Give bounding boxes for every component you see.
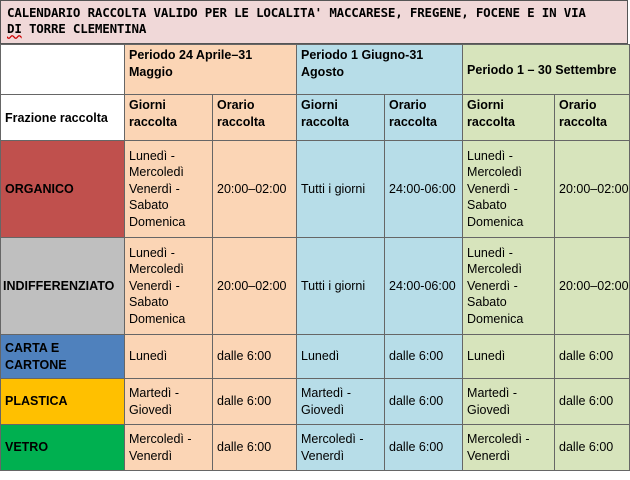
orario-cell: dalle 6:00	[213, 425, 297, 471]
blank-corner-cell	[1, 45, 125, 95]
row-label-organico: ORGANICO	[1, 141, 125, 238]
subheader-giorni-1: Giorni raccolta	[125, 95, 213, 141]
table-row-indifferenziato	[1, 238, 630, 335]
subheader-giorni-3: Giorni raccolta	[463, 95, 555, 141]
document-title	[0, 0, 628, 44]
row-label-carta-cartone: CARTA E CARTONE	[1, 335, 125, 379]
title-line-2-rest: TORRE CLEMENTINA	[21, 21, 147, 36]
period-header-1: Periodo 24 Aprile–31 Maggio	[125, 45, 297, 95]
title-line-2	[7, 21, 621, 37]
orario-cell: dalle 6:00	[213, 335, 297, 379]
orario-cell: 20:00–02:00	[213, 141, 297, 238]
giorni-cell: Martedì - Giovedì	[297, 379, 385, 425]
period-header-row	[1, 45, 630, 95]
title-line-1: CALENDARIO RACCOLTA VALIDO PER LE LOCALITA' MACCARESE, FREGENE, FOCENE E IN VIA	[7, 5, 586, 20]
table-row-vetro	[1, 425, 630, 471]
giorni-cell: Lunedì	[125, 335, 213, 379]
table-row-organico	[1, 141, 630, 238]
giorni-cell: Lunedì	[297, 335, 385, 379]
giorni-cell: Tutti i giorni	[297, 238, 385, 335]
row-label-vetro: VETRO	[1, 425, 125, 471]
giorni-cell: Mercoledì - Venerdì	[297, 425, 385, 471]
orario-cell: dalle 6:00	[555, 425, 630, 471]
period-header-3: Periodo 1 – 30 Settembre	[463, 45, 630, 95]
subheader-frazione: Frazione raccolta	[1, 95, 125, 141]
orario-cell: dalle 6:00	[555, 379, 630, 425]
giorni-cell: Lunedì - Mercoledì Venerdì - Sabato Domenica	[463, 238, 555, 335]
row-label-indifferenziato: INDIFFERENZIATO	[1, 238, 125, 335]
orario-cell: dalle 6:00	[385, 335, 463, 379]
giorni-cell: Martedì - Giovedì	[125, 379, 213, 425]
orario-cell: 20:00–02:00	[213, 238, 297, 335]
orario-cell: dalle 6:00	[555, 335, 630, 379]
orario-cell: dalle 6:00	[213, 379, 297, 425]
giorni-cell: Lunedì - Mercoledì Venerdì - Sabato Domenica	[463, 141, 555, 238]
subheader-orario-1: Orario raccolta	[213, 95, 297, 141]
giorni-cell: Lunedì - Mercoledì Venerdì - Sabato Domenica	[125, 141, 213, 238]
giorni-cell: Martedì - Giovedì	[463, 379, 555, 425]
giorni-cell: Mercoledì - Venerdì	[463, 425, 555, 471]
row-label-plastica: PLASTICA	[1, 379, 125, 425]
orario-cell: 20:00–02:00	[555, 238, 630, 335]
orario-cell: dalle 6:00	[385, 379, 463, 425]
orario-cell: 24:00-06:00	[385, 141, 463, 238]
orario-cell: 24:00-06:00	[385, 238, 463, 335]
orario-cell: 20:00–02:00	[555, 141, 630, 238]
table-row-plastica	[1, 379, 630, 425]
orario-cell: dalle 6:00	[385, 425, 463, 471]
collection-schedule-table	[0, 44, 630, 471]
subheader-row	[1, 95, 630, 141]
period-header-2: Periodo 1 Giugno-31 Agosto	[297, 45, 463, 95]
title-underlined-word: DI	[7, 21, 22, 36]
subheader-orario-3: Orario raccolta	[555, 95, 630, 141]
table-row-carta	[1, 335, 630, 379]
giorni-cell: Mercoledì - Venerdì	[125, 425, 213, 471]
giorni-cell: Lunedì - Mercoledì Venerdì - Sabato Domenica	[125, 238, 213, 335]
giorni-cell: Tutti i giorni	[297, 141, 385, 238]
giorni-cell: Lunedì	[463, 335, 555, 379]
subheader-orario-2: Orario raccolta	[385, 95, 463, 141]
subheader-giorni-2: Giorni raccolta	[297, 95, 385, 141]
